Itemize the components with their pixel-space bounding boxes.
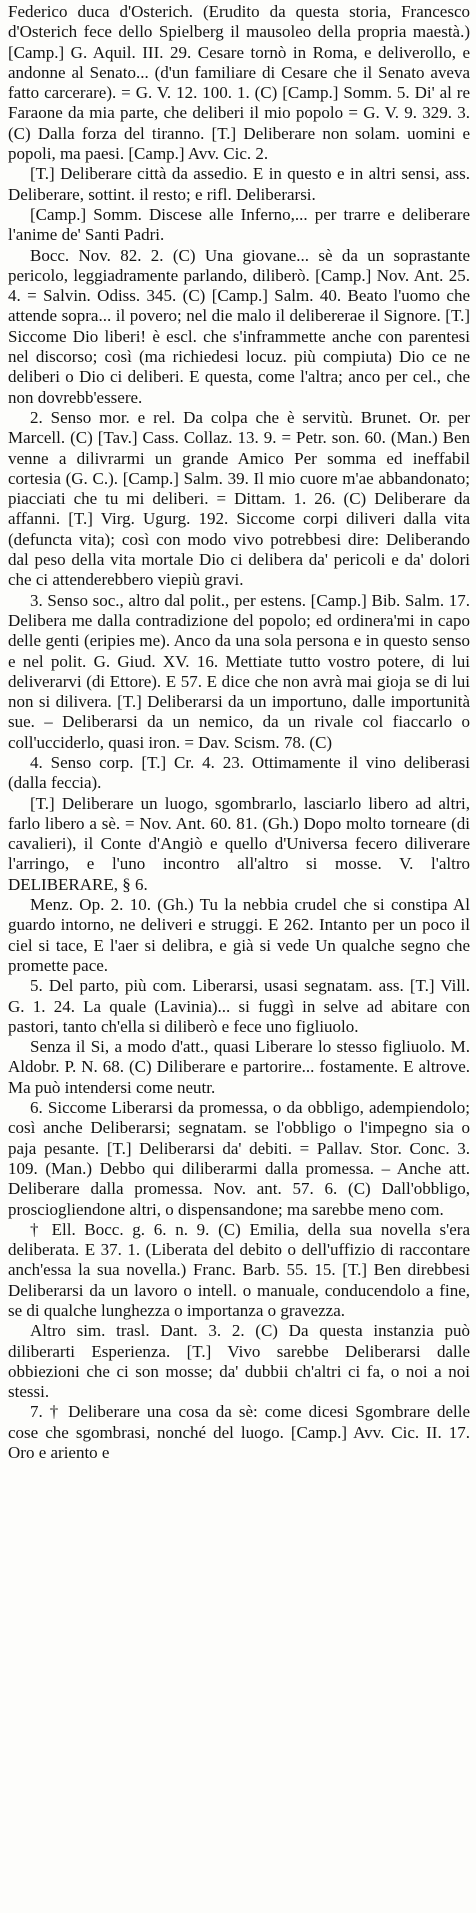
sense-2-paragraph: 2. Senso mor. e rel. Da colpa che è servitù. Brunet. Or. per Marcell. (C) [Tav.] Cass. Collaz. 13. 9. = Petr. son. 60. (Man.) Ben venne a dilivrarmi un grande Amico Per somma ed ineffabil cortesia (G. C.). [Camp.] Salm. 39. Il mio cuore m'ae abbandonato; piacciati che tu mi deliberi. = Dittam. 1. 26. (C) Deliberare da affanni. [T.] Virg. Ugurg. 192. Siccome corpi diliveri dalla vita (defuncta vita); così con modo vivo potrebbesi dire: Deliberando dal peso della vita mortale Dio ci delibera da' pericoli e da' dolori che ci attenderebbero viepiù gravi. [8, 407, 470, 590]
sense-5-paragraph: 5. Del parto, più com. Liberarsi, usasi segnatam. ass. [T.] Vill. G. 1. 24. La quale (Lavinia)... si fuggì in selve ad abitare con pastori, tanto ch'ella si diliberò e fece uno figliuolo. [8, 976, 470, 1036]
entry-paragraph: Senza il Si, a modo d'att., quasi Liberare lo stesso figliuolo. M. Aldobr. P. N. 68. (C) Diliberare e partorire... fostamente. E altrove. Ma può intendersi come neutr. [8, 1037, 470, 1097]
sense-7-paragraph: 7. † Deliberare una cosa da sè: come dicesi Sgombrare delle cose che sgombrasi, nonché del luogo. [Camp.] Avv. Cic. II. 17. Oro e ariento e [8, 1402, 470, 1463]
entry-paragraph: † Ell. Bocc. g. 6. n. 9. (C) Emilia, della sua novella s'era deliberata. E 37. 1. (Liberata del debito o dell'uffizio di raccontare anch'essa la sua novella.) Franc. Barb. 55. 15. [T.] Ben direbbesi Deliberarsi da un lavoro o intell. o manuale, conducendolo a fine, se di qualche lunghezza o importanza o gravezza. [8, 1219, 470, 1320]
entry-paragraph: Menz. Op. 2. 10. (Gh.) Tu la nebbia crudel che si constipa Al guardo intorno, ne deliveri e struggi. E 262. Intanto per un poco il ciel si tace, E l'aer si delibra, e già si vede Un qualche segno che promette pace. [8, 895, 470, 975]
sense-3-paragraph: 3. Senso soc., altro dal polit., per estens. [Camp.] Bib. Salm. 17. Delibera me dalla contradizione del popolo; ed ordinera'mi in capo delle genti (eripies me). Anco da una sola persona e in questo senso e nel polit. G. Giud. XV. 16. Mettiate tutto vostro potere, di lui deliverarvi (di Ettore). E 57. E dice che non avrà mai gioja se di lui non si dilivera. [T.] Deliberarsi da un importuno, dalle importunità sue. – Deliberarsi da un nemico, da un rivale col fiaccarlo o coll'ucciderlo, quasi iron. = Dav. Scism. 78. (C) [8, 590, 470, 752]
sense-6-paragraph: 6. Siccome Liberarsi da promessa, o da obbligo, adempiendolo; così anche Deliberarsi; segnatam. se l'obbligo o l'impegno sia o paja pesante. [T.] Deliberarsi da' debiti. = Pallav. Stor. Conc. 3. 109. (Man.) Debbo qui diliberarmi dalla promessa. – Anche att. Deliberare dalla promessa. Nov. ant. 57. 6. (C) Dall'obbligo, prosciogliendone altri, o dispensandone; ma sarebbe meno com. [8, 1098, 470, 1219]
entry-paragraph: Bocc. Nov. 82. 2. (C) Una giovane... sè da un soprastante pericolo, leggiadramente parlando, diliberò. [Camp.] Nov. Ant. 25. 4. = Salvin. Odiss. 345. (C) [Camp.] Salm. 40. Beato l'uomo che attende sopra... il povero; nel die malo il delibererae il Signore. [T.] Siccome Dio liberi! è escl. che s'inframmette anche con parentesi nel discorso; così (ma richiedesi locuz. più compiuta) Dio ce ne deliberi o Dio ci deliberi. E questa, come l'altra; anco per cel., che non dovrebb'essere. [8, 245, 470, 407]
entry-paragraph: Federico duca d'Osterich. (Erudito da questa storia, Francesco d'Osterich fece dello Spielberg il mausoleo della propria maestà.) [Camp.] G. Aquil. III. 29. Cesare tornò in Roma, e deliverollo, e andonne al Senato... (d'un familiare di Cesare che il Senato aveva fatto carcerare). = G. V. 12. 100. 1. (C) [Camp.] Somm. 5. Di' al re Faraone da mia parte, che deliberi il mio popolo = G. V. 9. 329. 3. (C) Dalla forza del tiranno. [T.] Deliberare non solam. uomini e popoli, ma paesi. [Camp.] Avv. Cic. 2. [8, 2, 470, 164]
entry-paragraph: [T.] Deliberare città da assedio. E in questo e in altri sensi, ass. Deliberare, sottint. il resto; e rifl. Deliberarsi. [8, 164, 470, 204]
entry-paragraph: [T.] Deliberare un luogo, sgombrarlo, lasciarlo libero ad altri, farlo libero a sè. = Nov. Ant. 60. 81. (Gh.) Dopo molto torneare (di cavalieri), il Conte d'Angiò e quello d'Universa fecero diliverare l'arringo, e l'uno incontro all'altro si mosse. V. l'altro DELIBERARE, § 6. [8, 793, 470, 894]
entry-paragraph: Altro sim. trasl. Dant. 3. 2. (C) Da questa instanzia può diliberarti Esperienza. [T.] Vivo sarebbe Deliberarsi dalle obbiezioni che ci son mosse; da' dubbii ch'altri ci fa, o noi a noi stessi. [8, 1321, 470, 1402]
entry-paragraph: [Camp.] Somm. Discese alle Inferno,... per trarre e deliberare l'anime de' Santi Padri. [8, 204, 470, 245]
sense-4-paragraph: 4. Senso corp. [T.] Cr. 4. 23. Ottimamente il vino deliberasi (dalla feccia). [8, 752, 470, 793]
